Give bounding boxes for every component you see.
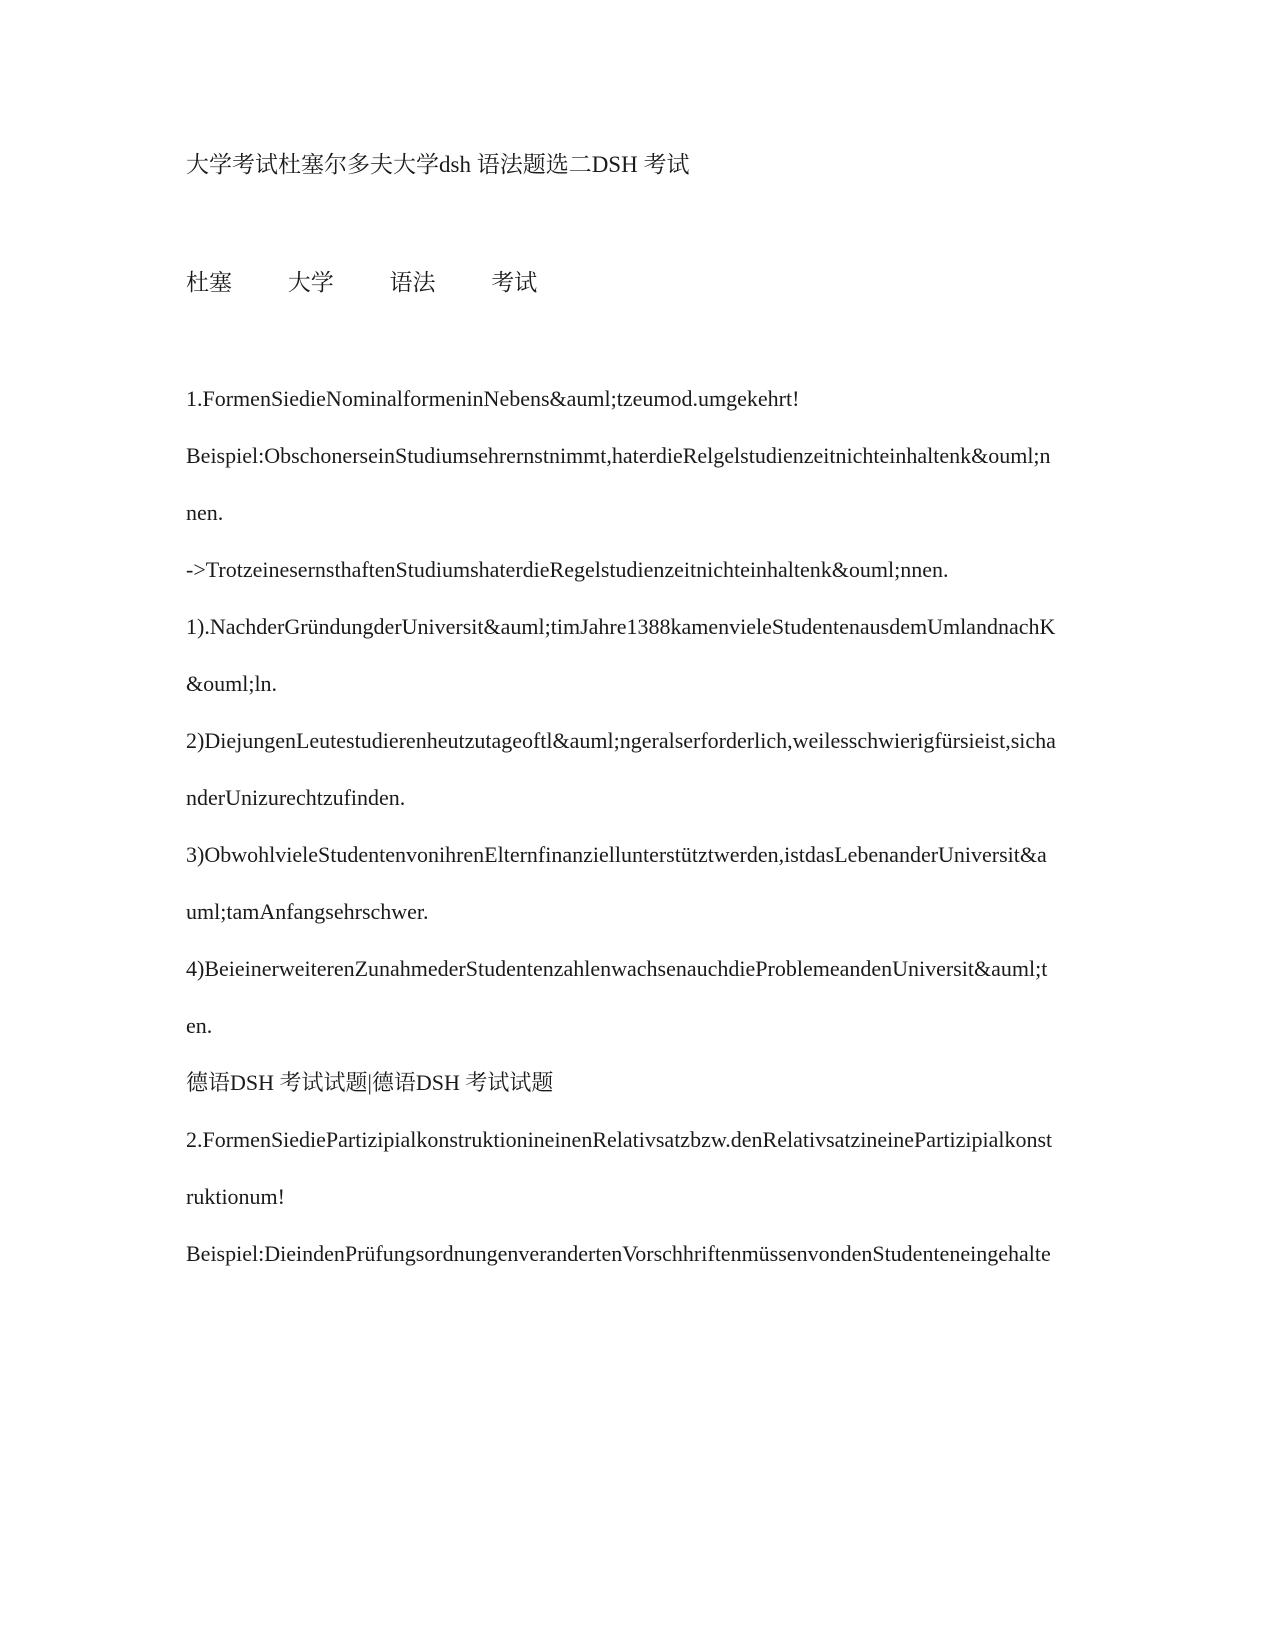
paragraph: uml;tamAnfangsehrschwer. (186, 899, 429, 924)
paragraph: 2)DiejungenLeutestudierenheutzutageoftl&auml;ngeralserforderlich,weilesschwierigfürsieist,sicha (186, 728, 1056, 753)
paragraph: ->TrotzeinesernsthaftenStudiumshaterdieRegelstudienzeitnichteinhaltenk&ouml;nnen. (186, 557, 949, 582)
paragraph: en. (186, 1013, 213, 1038)
paragraph: nen. (186, 500, 224, 525)
tag: 考试 (491, 270, 538, 295)
document-body (186, 385, 1086, 1297)
paragraph: ruktionum! (186, 1184, 285, 1209)
paragraph: 4)BeieinerweiterenZunahmederStudentenzahlenwachsenauchdieProblemeandenUniversit&auml;t (186, 956, 1048, 981)
paragraph: 德语DSH 考试试题|德语DSH 考试试题 (186, 1070, 554, 1095)
paragraph: 2.FormenSiediePartizipialkonstruktionineinenRelativsatzbzw.denRelativsatzineinePartizipialkonst (186, 1127, 1053, 1152)
document-title: 大学考试杜塞尔多夫大学dsh 语法题选二DSH 考试 (186, 152, 690, 177)
paragraph: 3)ObwohlvieleStudentenvonihrenElternfinanziellunterstütztwerden,istdasLebenanderUniversit&a (186, 842, 1047, 867)
paragraph: 1).NachderGründungderUniversit&auml;timJahre1388kamenvieleStudentenausdemUmlandnachK (186, 614, 1056, 639)
tag: 杜塞 (186, 270, 232, 295)
tag: 语法 (389, 270, 436, 295)
paragraph: nderUnizurechtzufinden. (186, 785, 406, 810)
tag: 大学 (287, 270, 334, 295)
paragraph: &ouml;ln. (186, 671, 278, 696)
paragraph: Beispiel:ObschonerseinStudiumsehrernstnimmt,haterdieRelgelstudienzeitnichteinhaltenk&ouml;n (186, 443, 1051, 468)
tag-row (186, 268, 587, 298)
paragraph: Beispiel:DieindenPrüfungsordnungenverandertenVorschhriftenmüssenvondenStudenteneingehalte (186, 1241, 1051, 1266)
paragraph: 1.FormenSiedieNominalformeninNebens&auml;tzeumod.umgekehrt! (186, 386, 800, 411)
